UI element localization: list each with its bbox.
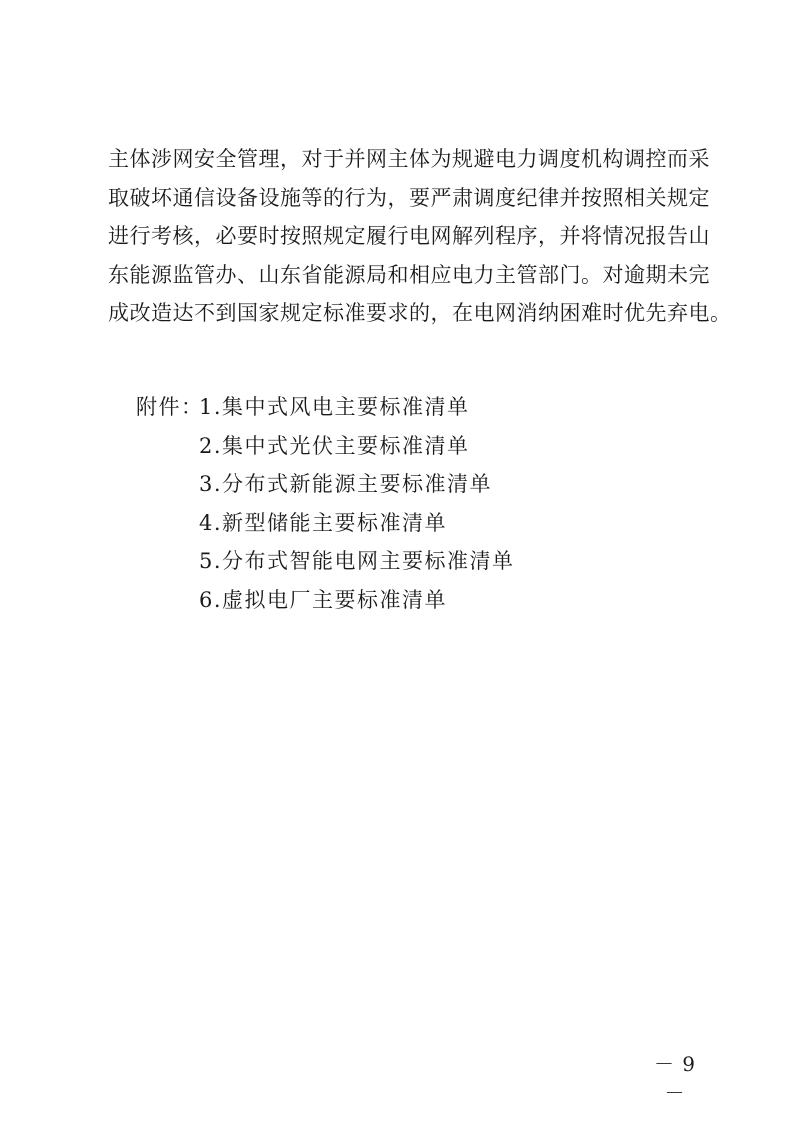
page-number: － 9 － [653, 1052, 697, 1105]
paragraph-line: 主体涉网安全管理，对于并网主体为规避电力调度机构调控而采 [108, 147, 710, 171]
paragraph-line: 进行考核，必要时按照规定履行电网解列程序，并将情况报告山 [108, 224, 710, 249]
attachment-item-text: 4.新型储能主要标准清单 [199, 510, 448, 535]
attachment-item [136, 427, 515, 466]
paragraph-line: 取破坏通信设备设施等的行为，要严肃调度纪律并按照相关规定 [108, 185, 710, 210]
attachment-label: 附件： [136, 395, 204, 419]
paragraph-line: 东能源监管办、山东省能源局和相应电力主管部门。对逾期未完 [108, 262, 710, 287]
attachment-item [136, 504, 515, 543]
attachment-item [136, 542, 515, 581]
attachment-item [136, 465, 515, 504]
attachment-item-text: 2.集中式光伏主要标准清单 [199, 433, 470, 458]
attachment-item-text: 5.分布式智能电网主要标准清单 [199, 549, 515, 574]
attachment-item [136, 388, 515, 427]
paragraph-line: 成改造达不到国家规定标准要求的，在电网消纳困难时优先弃电。 [108, 301, 732, 326]
attachment-item-text: 3.分布式新能源主要标准清单 [199, 472, 493, 497]
attachment-item [136, 581, 515, 620]
attachment-item-text: 1.集中式风电主要标准清单 [199, 395, 470, 419]
attachment-item-text: 6.虚拟电厂主要标准清单 [199, 587, 448, 612]
body-paragraph [108, 140, 732, 333]
attachment-list [136, 388, 515, 620]
